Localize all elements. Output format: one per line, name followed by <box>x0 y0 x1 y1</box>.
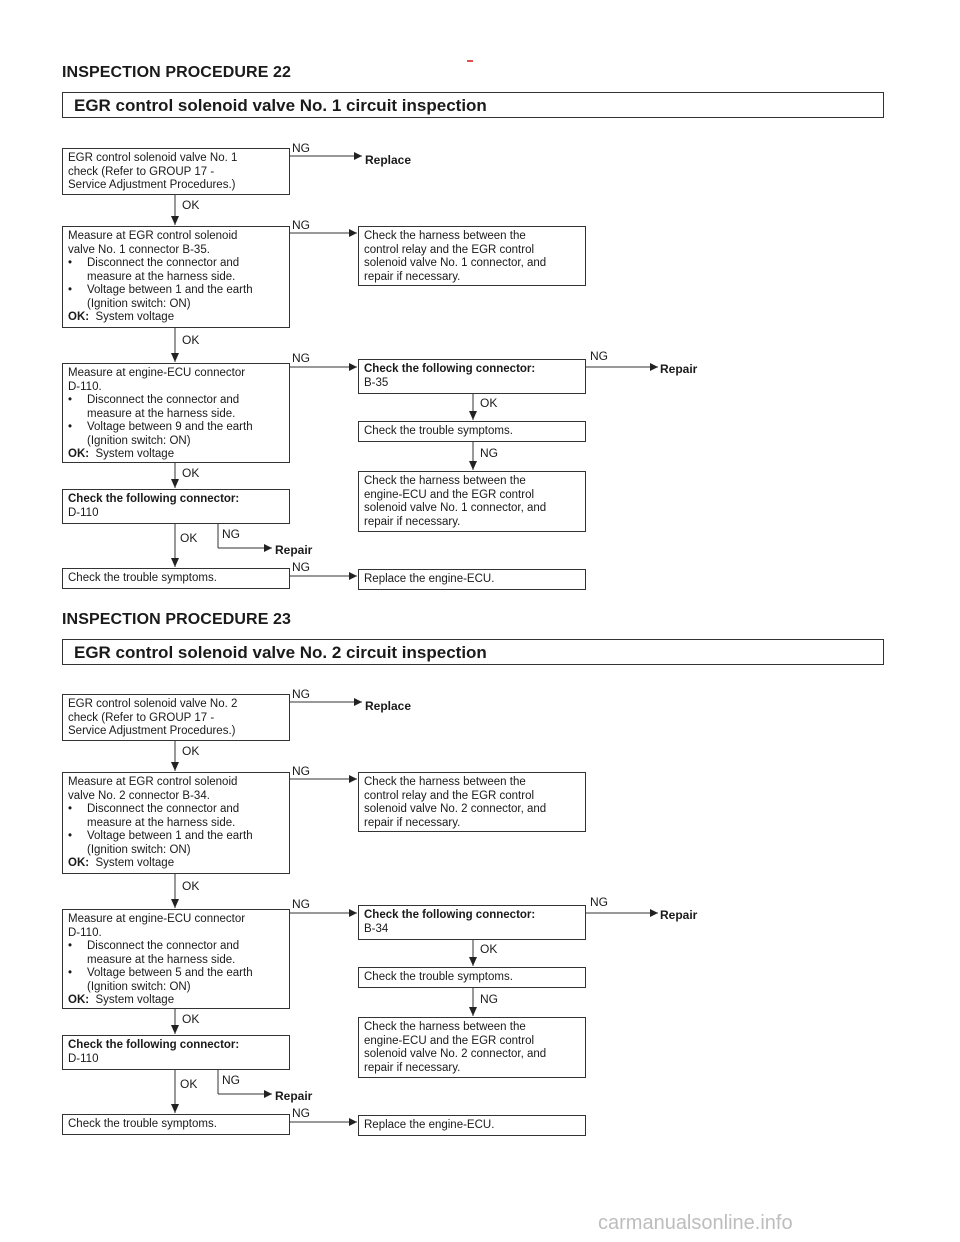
repair-action: Repair <box>275 543 313 557</box>
arrow-right-icon <box>264 544 272 552</box>
text-line: solenoid valve No. 2 connector, and <box>364 803 547 815</box>
arrow-right-icon <box>354 698 362 706</box>
text-line: solenoid valve No. 1 connector, and <box>364 502 547 514</box>
arrow-right-icon <box>650 363 658 371</box>
text-line: Replace the engine-ECU. <box>364 1119 495 1131</box>
repair-action: Repair <box>275 1089 313 1103</box>
ok-criteria-value: System voltage <box>95 994 175 1006</box>
bullet-continuation: measure at the harness side. <box>87 407 236 420</box>
text-line: D-110. <box>68 926 102 939</box>
text-line: control relay and the EGR control <box>364 243 535 256</box>
procedure-header: EGR control solenoid valve No. 1 circuit inspection <box>62 92 884 118</box>
ng-label: NG <box>590 895 608 909</box>
ng-label: NG <box>292 897 310 911</box>
text-line: Check the trouble symptoms. <box>68 1118 217 1130</box>
text-line: Check the harness between the <box>364 475 526 487</box>
connector-value: D-110 <box>68 506 99 519</box>
ng-label: NG <box>292 560 310 574</box>
ok-label: OK <box>480 396 498 410</box>
bullet-continuation: measure at the harness side. <box>87 270 236 283</box>
connector-value: B-34 <box>364 922 389 935</box>
connector-value: B-35 <box>364 376 389 389</box>
ok-label: OK <box>182 466 200 480</box>
ok-label: OK <box>182 1012 200 1026</box>
ng-label: NG <box>292 687 310 701</box>
text-line: Measure at EGR control solenoid <box>68 776 238 788</box>
text-line: Check the harness between the <box>364 1021 526 1033</box>
text-line: Measure at EGR control solenoid <box>68 230 238 242</box>
text-line: Check the trouble symptoms. <box>364 425 513 437</box>
arrow-right-icon <box>349 1118 357 1126</box>
bullet-item: • Disconnect the connector and <box>68 803 284 817</box>
text-line: EGR control solenoid valve No. 2 <box>68 698 238 710</box>
bullet-continuation: (Ignition switch: ON) <box>87 297 191 310</box>
ok-criteria-value: System voltage <box>95 448 175 460</box>
connector-title: Check the following connector: <box>68 493 240 505</box>
ok-criteria-label: OK: <box>68 857 90 869</box>
ng-label: NG <box>222 527 240 541</box>
text-line: D-110. <box>68 380 102 393</box>
ng-label: NG <box>480 446 498 460</box>
arrow-right-icon <box>349 363 357 371</box>
arrow-right-icon <box>354 152 362 160</box>
text-line: Replace the engine-ECU. <box>364 573 495 585</box>
text-line: EGR control solenoid valve No. 1 <box>68 152 238 164</box>
text-line: control relay and the EGR control <box>364 789 535 802</box>
procedure-title: INSPECTION PROCEDURE 22 <box>62 64 292 81</box>
arrow-down-icon <box>171 899 179 908</box>
arrow-down-icon <box>171 558 179 567</box>
text-line: Measure at engine-ECU connector <box>68 367 246 379</box>
bullet-item: • Disconnect the connector and <box>68 394 284 408</box>
bullet-item: • Disconnect the connector and <box>68 940 284 954</box>
bullet-item: • Disconnect the connector and <box>68 257 284 271</box>
text-line: Service Adjustment Procedures.) <box>68 725 236 737</box>
bullet-continuation: (Ignition switch: ON) <box>87 843 191 856</box>
ok-criteria-label: OK: <box>68 311 90 323</box>
text-line: Measure at engine-ECU connector <box>68 913 246 925</box>
bullet-continuation: (Ignition switch: ON) <box>87 980 191 993</box>
arrow-down-icon <box>469 1007 477 1016</box>
replace-action: Replace <box>365 153 412 167</box>
ng-label: NG <box>480 992 498 1006</box>
arrow-right-icon <box>349 775 357 783</box>
ng-label: NG <box>292 1106 310 1120</box>
bullet-item: • Voltage between 9 and the earth <box>68 421 284 435</box>
text-line: solenoid valve No. 2 connector, and <box>364 1048 547 1060</box>
text-line: check (Refer to GROUP 17 - <box>68 165 215 178</box>
text-line: valve No. 1 connector B-35. <box>68 243 210 256</box>
arrow-right-icon <box>349 909 357 917</box>
text-line: repair if necessary. <box>364 1061 461 1074</box>
ok-label: OK <box>480 942 498 956</box>
arrow-down-icon <box>469 461 477 470</box>
text-line: Check the harness between the <box>364 230 526 242</box>
bullet-continuation: measure at the harness side. <box>87 953 236 966</box>
arrow-right-icon <box>349 572 357 580</box>
arrow-down-icon <box>469 957 477 966</box>
bullet-item: • Voltage between 1 and the earth <box>68 830 284 844</box>
replace-action: Replace <box>365 699 412 713</box>
text-line: engine-ECU and the EGR control <box>364 488 535 501</box>
text-line: repair if necessary. <box>364 270 461 283</box>
ng-label: NG <box>292 764 310 778</box>
arrow-right-icon <box>349 229 357 237</box>
text-line: Check the trouble symptoms. <box>68 572 217 584</box>
text-line: repair if necessary. <box>364 515 461 528</box>
text-line: Service Adjustment Procedures.) <box>68 179 236 191</box>
text-line: repair if necessary. <box>364 816 461 829</box>
procedure-title: INSPECTION PROCEDURE 23 <box>62 611 292 628</box>
connector-title: Check the following connector: <box>364 909 536 921</box>
repair-action: Repair <box>660 908 698 922</box>
watermark: carmanualsonline.info <box>598 1212 793 1234</box>
connector-title: Check the following connector: <box>364 363 536 375</box>
bullet-continuation: (Ignition switch: ON) <box>87 434 191 447</box>
text-line: solenoid valve No. 1 connector, and <box>364 257 547 269</box>
ok-criteria-value: System voltage <box>95 857 175 869</box>
ok-label: OK <box>182 333 200 347</box>
connector-value: D-110 <box>68 1052 99 1065</box>
text-line: Check the harness between the <box>364 776 526 788</box>
ok-criteria-label: OK: <box>68 448 90 460</box>
arrow-down-icon <box>171 353 179 362</box>
text-line: check (Refer to GROUP 17 - <box>68 711 215 724</box>
arrow-down-icon <box>171 762 179 771</box>
ok-label: OK <box>180 1077 198 1091</box>
arrow-right-icon <box>264 1090 272 1098</box>
arrow-right-icon <box>650 909 658 917</box>
bullet-item: • Voltage between 5 and the earth <box>68 967 284 981</box>
arrow-down-icon <box>469 411 477 420</box>
bullet-item: • Voltage between 1 and the earth <box>68 284 284 298</box>
text-line: Check the trouble symptoms. <box>364 971 513 983</box>
arrow-down-icon <box>171 1104 179 1113</box>
connector-title: Check the following connector: <box>68 1039 240 1051</box>
ok-label: OK <box>182 879 200 893</box>
ng-label: NG <box>292 351 310 365</box>
ng-label: NG <box>292 141 310 155</box>
ng-label: NG <box>222 1073 240 1087</box>
ng-label: NG <box>590 349 608 363</box>
arrow-down-icon <box>171 216 179 225</box>
ok-label: OK <box>180 531 198 545</box>
ok-label: OK <box>182 198 200 212</box>
arrow-down-icon <box>171 479 179 488</box>
procedure-header: EGR control solenoid valve No. 2 circuit inspection <box>62 639 884 665</box>
text-line: valve No. 2 connector B-34. <box>68 789 210 802</box>
ok-criteria-value: System voltage <box>95 311 175 323</box>
ok-criteria-label: OK: <box>68 994 90 1006</box>
ng-label: NG <box>292 218 310 232</box>
text-line: engine-ECU and the EGR control <box>364 1034 535 1047</box>
bullet-continuation: measure at the harness side. <box>87 816 236 829</box>
ok-label: OK <box>182 744 200 758</box>
arrow-down-icon <box>171 1025 179 1034</box>
repair-action: Repair <box>660 362 698 376</box>
